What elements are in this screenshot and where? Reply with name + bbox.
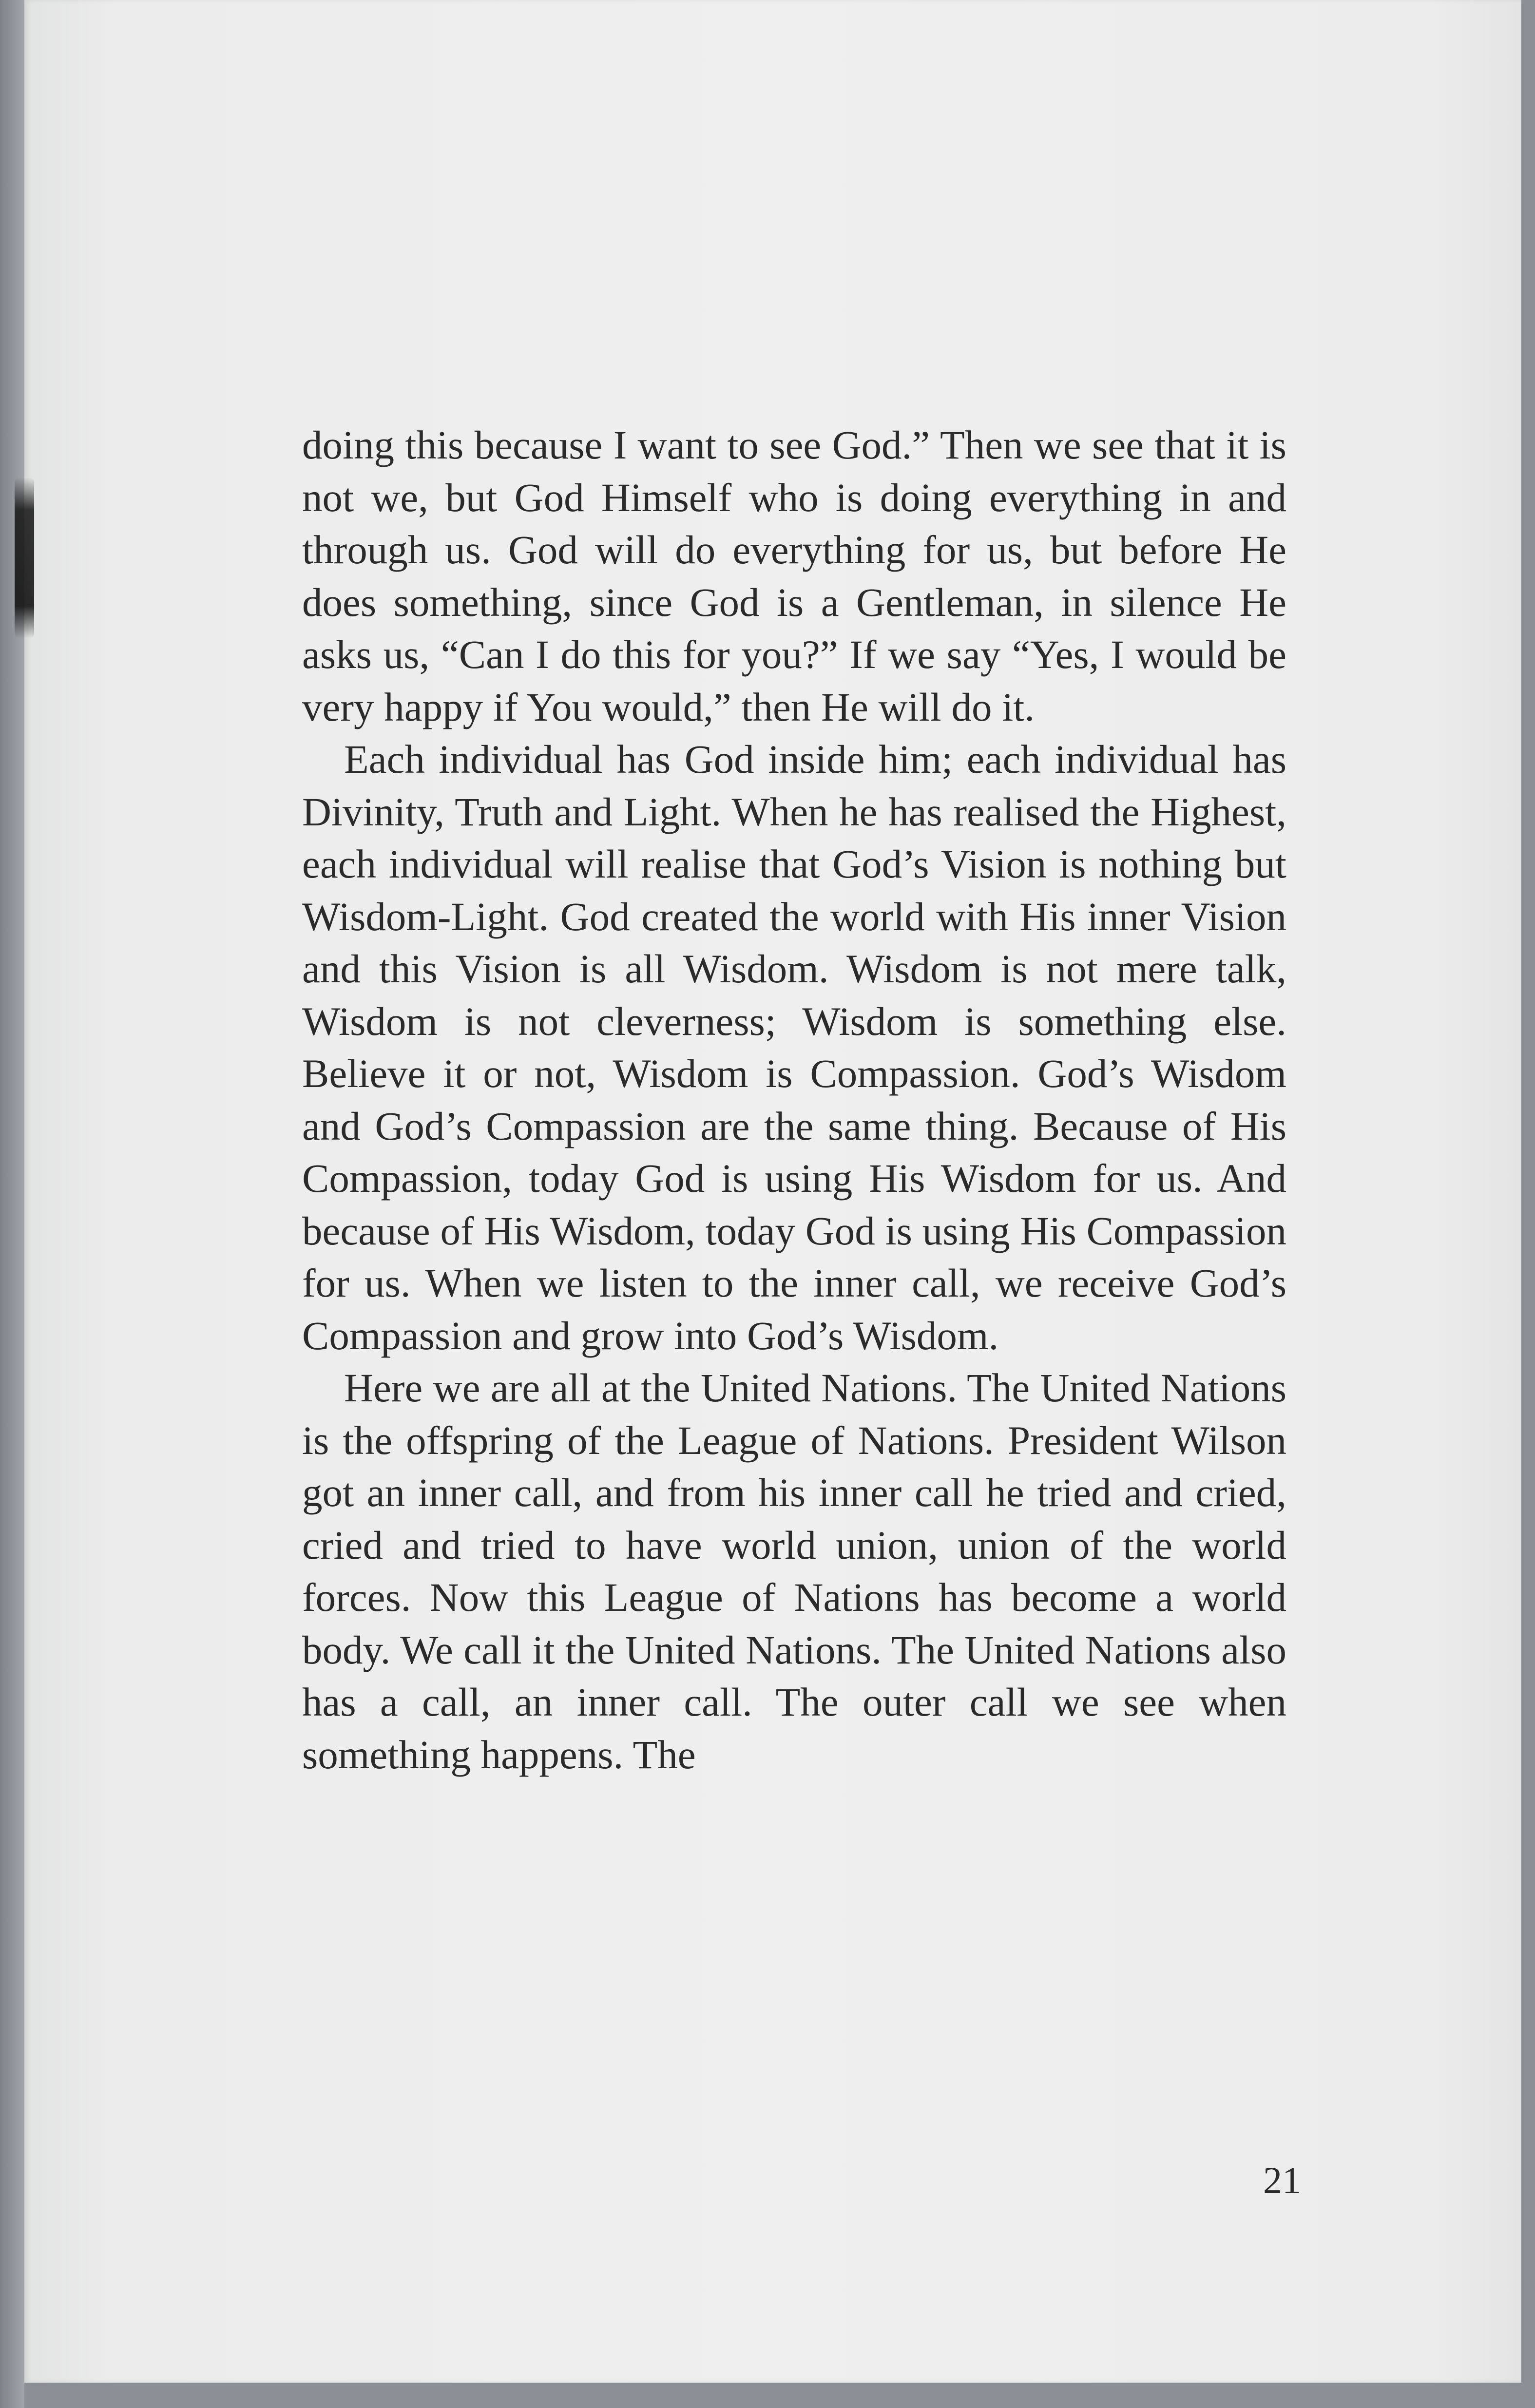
paragraph-1: doing this because I want to see God.” Then we see that it is not we, but God Himself who is doing everything in and through us. God will do everything for us, but before He does something, since God is a Gentleman, in silence He asks us, “Can I do this for you?” If we say “Yes, I would be very happy if You would,” then He will do it. [302, 422, 1286, 729]
binding-mark [15, 478, 34, 638]
page-number: 21 [1263, 2159, 1301, 2201]
page-edge-shadow [0, 0, 24, 2408]
body-text [302, 419, 1286, 1781]
paragraph-2: Each individual has God inside him; each individual has Divinity, Truth and Light. When he has realised the Highest, each individual will realise that God’s Vision is nothing but Wisdom-Light. God created the world with His inner Vision and this Vision is all Wisdom. Wisdom is not mere talk, Wisdom is not cleverness; Wisdom is something else. Believe it or not, Wisdom is Compassion. God’s Wisdom and God’s Compassion are the same thing. Because of His Compassion, today God is using His Wisdom for us. And because of His Wisdom, today God is using His Compassion for us. When we listen to the inner call, we receive God’s Compassion and grow into God’s Wisdom. [302, 737, 1286, 1358]
paragraph-3: Here we are all at the United Nations. The United Nations is the offspring of the League of Nations. President Wilson got an inner call, and from his inner call he tried and cried, cried and tried to have world union, union of the world forces. Now this League of Nations has become a world body. We call it the United Nations. The United Nations also has a call, an inner call. The outer call we see when something happens. The [302, 1365, 1286, 1777]
